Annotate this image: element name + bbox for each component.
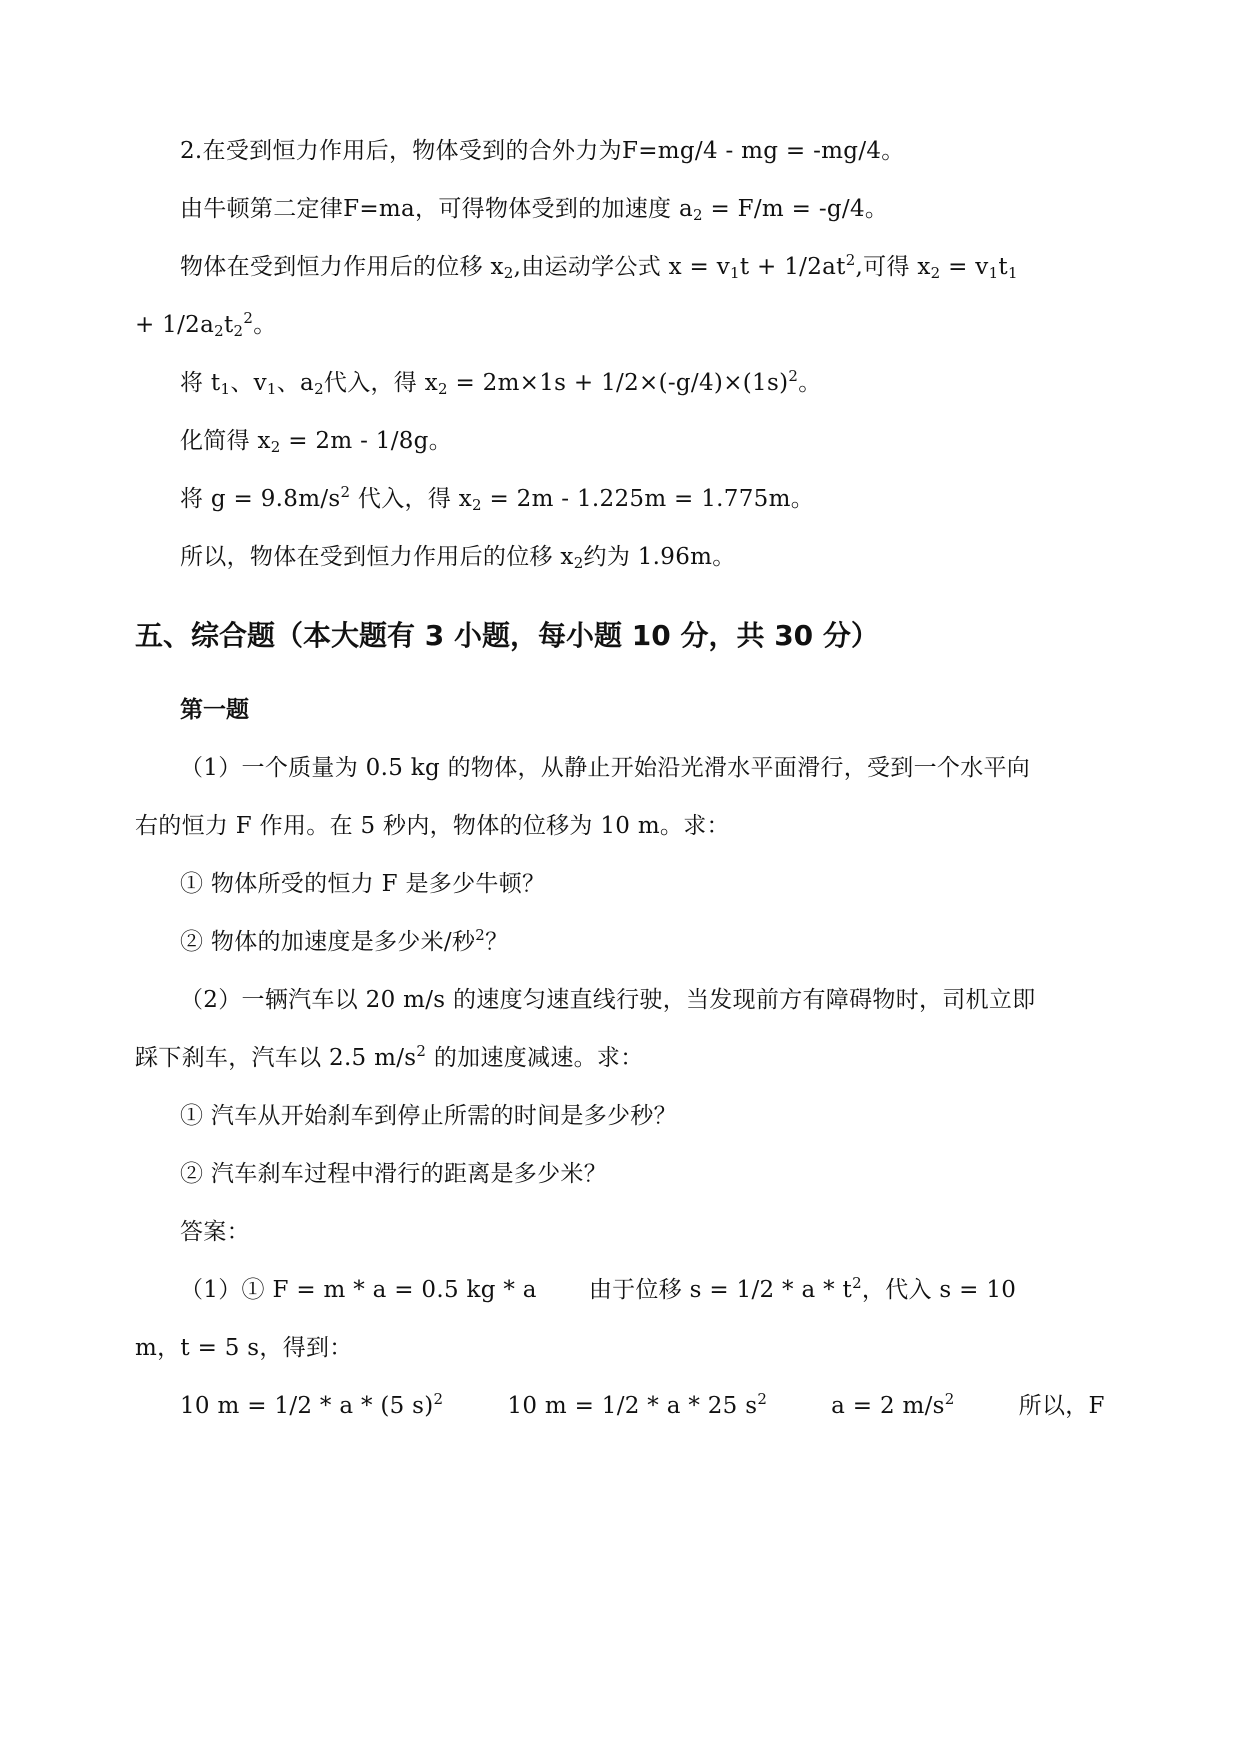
superscript: 2 (788, 367, 799, 385)
answer-text: （1）① F = m * a = 0.5 kg * a (180, 1277, 537, 1303)
solution-text: 、v (230, 370, 267, 396)
question-2-line-1: （2）一辆汽车以 20 m/s 的速度匀速直线行驶，当发现前方有障碍物时，司机立即 (180, 987, 1036, 1013)
answer-text: a = 2 m/s (831, 1393, 945, 1419)
solution-text: t (998, 254, 1008, 280)
subscript: 2 (573, 554, 584, 572)
superscript: 2 (340, 483, 351, 501)
solution-text: ,可得 x (855, 254, 931, 280)
answer-1-line-1 (180, 1274, 1016, 1306)
solution-line-8 (180, 541, 736, 573)
solution-text: 代入，得 x (323, 370, 438, 396)
answer-text: 所以，F (1018, 1393, 1105, 1419)
solution-text: 、a (276, 370, 315, 396)
superscript: 2 (475, 926, 486, 944)
subscript: 1 (730, 264, 740, 282)
solution-text: t + 1/2at (739, 254, 846, 280)
question-text: 的加速度减速。求： (426, 1045, 644, 1071)
superscript: 2 (243, 309, 254, 327)
subscript: 2 (214, 322, 224, 340)
question-1-line-2: 右的恒力 F 作用。在 5 秒内，物体的位移为 10 m。求： (135, 813, 730, 839)
answer-text: 10 m = 1/2 * a * (5 s) (180, 1393, 434, 1419)
solution-line-3 (180, 251, 1018, 283)
solution-line-1 (180, 135, 905, 167)
solution-text: 所以，物体在受到恒力作用后的位移 x (180, 544, 574, 570)
solution-text: = v (940, 254, 989, 280)
superscript: 2 (757, 1390, 768, 1408)
superscript: 2 (845, 251, 856, 269)
question-2-line-2 (135, 1042, 644, 1074)
answer-1-line-3 (180, 1390, 1105, 1422)
solution-text: = 2m×1s + 1/2×(-g/4)×(1s) (447, 370, 789, 396)
solution-text: + 1/2a (135, 312, 215, 338)
solution-text: = F/m = -g/4。 (702, 196, 889, 222)
answer-text: 10 m = 1/2 * a * 25 s (507, 1393, 758, 1419)
answer-text: ，代入 s = 10 (861, 1277, 1017, 1303)
question-text: 踩下刹车，汽车以 2.5 m/s (135, 1045, 417, 1071)
solution-text: 将 g = 9.8m/s (180, 486, 341, 512)
solution-text: 由牛顿第二定律F=ma，可得物体受到的加速度 a (180, 196, 693, 222)
solution-line-7 (180, 483, 814, 515)
answer-1-line-2: m，t = 5 s，得到： (135, 1335, 353, 1361)
answer-label: 答案： (180, 1219, 250, 1245)
solution-text: 代入，得 x (350, 486, 473, 512)
subscript: 2 (930, 264, 941, 282)
subscript: 2 (233, 322, 244, 340)
solution-line-6 (180, 425, 452, 457)
superscript: 2 (944, 1390, 955, 1408)
subscript: 2 (503, 264, 514, 282)
solution-text: = 2m - 1.225m = 1.775m。 (481, 486, 814, 512)
section-heading: 五、综合题（本大题有 3 小题，每小题 10 分，共 30 分） (135, 619, 879, 652)
solution-text: 2.在受到恒力作用后，物体受到的合外力为F=mg/4 - mg = -mg/4。 (180, 138, 905, 164)
superscript: 2 (416, 1042, 427, 1060)
subscript: 2 (314, 380, 324, 398)
answer-text: 由于位移 s = 1/2 * a * t (588, 1277, 853, 1303)
solution-text: = 2m - 1/8g。 (280, 428, 453, 454)
solution-text: 将 t (180, 370, 221, 396)
subscript: 1 (1007, 264, 1018, 282)
solution-text: 物体在受到恒力作用后的位移 x (180, 254, 504, 280)
question-1-sub-2 (180, 926, 508, 958)
question-1-sub-1: ① 物体所受的恒力 F 是多少牛顿？ (180, 871, 546, 897)
subscript: 2 (270, 438, 281, 456)
question-2-sub-1: ① 汽车从开始刹车到停止所需的时间是多少秒？ (180, 1103, 677, 1129)
solution-line-2 (180, 193, 888, 225)
solution-text: 。 (253, 312, 277, 338)
solution-text: 。 (798, 370, 822, 396)
question-1-line-1: （1）一个质量为 0.5 kg 的物体，从静止开始沿光滑水平面滑行，受到一个水平向 (180, 755, 1031, 781)
solution-line-4 (135, 309, 277, 341)
subscript: 2 (472, 496, 482, 514)
question-title: 第一题 (180, 697, 249, 723)
solution-text: 约为 1.96m。 (583, 544, 736, 570)
solution-line-5 (180, 367, 822, 399)
superscript: 2 (852, 1274, 862, 1292)
subscript: 2 (438, 380, 448, 398)
question-text: ？ (485, 929, 509, 955)
solution-text: 化简得 x (180, 428, 271, 454)
subscript: 1 (266, 380, 277, 398)
subscript: 1 (220, 380, 231, 398)
superscript: 2 (433, 1390, 444, 1408)
solution-text: ,由运动学公式 x = v (513, 254, 731, 280)
solution-text: t (223, 312, 234, 338)
subscript: 1 (988, 264, 999, 282)
subscript: 2 (692, 206, 703, 224)
question-2-sub-2: ② 汽车刹车过程中滑行的距离是多少米？ (180, 1161, 608, 1187)
question-text: ② 物体的加速度是多少米/秒 (180, 929, 476, 955)
